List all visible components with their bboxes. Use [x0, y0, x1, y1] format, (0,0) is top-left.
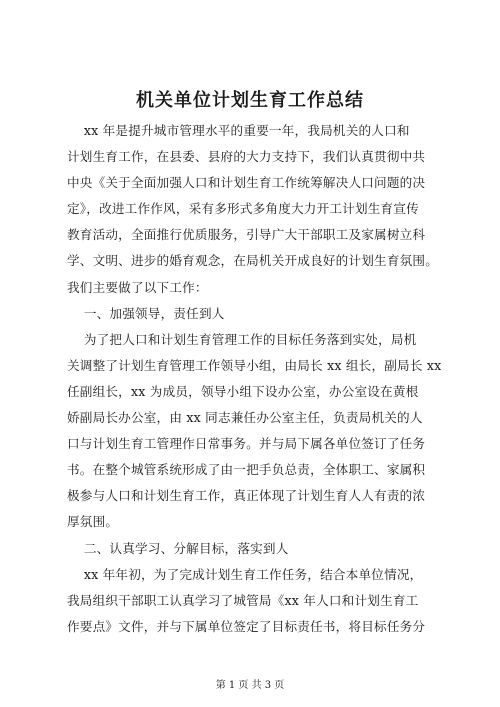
body-line: 厚氛围。 — [67, 514, 119, 530]
body-line: 口与计划生育工管理作日常事务。并与局下属各单位签订了任务 — [67, 436, 426, 452]
body-line: 教育活动，全面推行优质服务，引导广大干部职工及家属树立科 — [67, 227, 426, 243]
document-title: 机关单位计划生育工作总结 — [136, 90, 364, 111]
body-line: xx 年年初，为了完成计划生育工作任务，结合本单位情况， — [67, 566, 423, 582]
body-line: 娇副局长办公室，由 xx 同志兼任办公室主任，负责局机关的人 — [67, 410, 423, 426]
body-line: 关调整了计划生育管理工作领导小组，由局长 xx 组长，副局长 xx — [67, 357, 442, 373]
page-footer: 第 1 页 共 3 页 — [215, 680, 285, 691]
body-line: 作要点》文件，并与下属单位签定了目标责任书，将目标任务分 — [67, 618, 426, 634]
body-line: 为了把人口和计划生育管理工作的目标任务落到实处，局机 — [67, 331, 417, 347]
body-line: 任副组长，xx 为成员，领导小组下设办公室，办公室设在黄根 — [67, 383, 419, 399]
body-line: 我局组织干部职工认真学习了城管局《xx 年人口和计划生育工 — [67, 592, 419, 608]
section-heading: 二、认真学习、分解目标，落实到人 — [67, 540, 289, 556]
body-line: 极参与人口和计划生育工作，真正体现了计划生育人人有责的浓 — [67, 488, 426, 504]
body-line: 计划生育工作，在县委、县府的大力支持下，我们认真贯彻中共 — [67, 149, 426, 165]
body-line: 书。在整个城管系统形成了由一把手负总责，全体职工、家属积 — [67, 462, 426, 478]
body-line: 我们主要做了以下工作： — [67, 279, 208, 295]
body-line: 学、文明、进步的婚育观念，在局机关开成良好的计划生育氛围。 — [67, 253, 439, 269]
document-body — [67, 118, 442, 640]
body-line: xx 年是提升城市管理水平的重要一年，我局机关的人口和 — [67, 123, 410, 138]
body-line: 中央《关于全面加强人口和计划生育工作统筹解决人口问题的决 — [67, 175, 426, 191]
body-line: 定》，改进工作作风，采有多形式多角度大力开工计划生育宣传 — [67, 201, 419, 217]
section-heading: 一、加强领导，责任到人 — [67, 305, 225, 321]
